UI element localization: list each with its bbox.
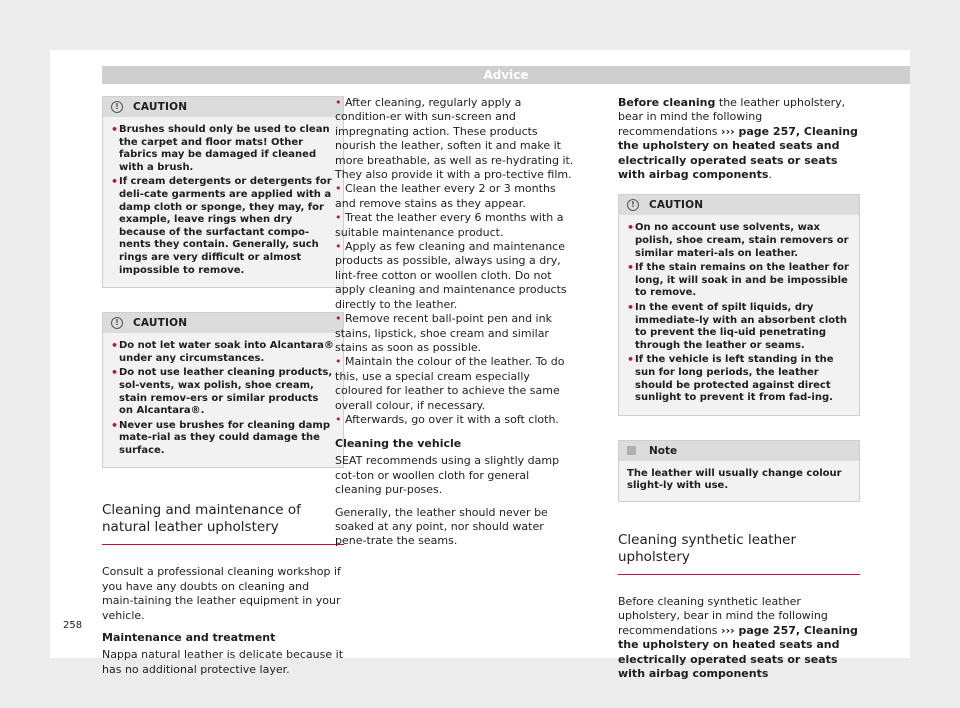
- list-item: • Maintain the colour of the leather. To do this, use a special cream especially coloured for leather to achieve the same overall colour, if necessary.: [335, 355, 565, 412]
- info-icon: !: [111, 317, 123, 329]
- column-3: [618, 96, 860, 681]
- page-header: Advice: [102, 66, 910, 84]
- caution-label: CAUTION: [133, 101, 188, 113]
- note-icon: [627, 446, 636, 455]
- column-1: [102, 96, 344, 677]
- paragraph: Generally, the leather should never be soaked at any point, nor should water pene-trate the seams.: [335, 505, 548, 548]
- list-item: • Afterwards, go over it with a soft cloth.: [335, 412, 559, 426]
- note-header: [619, 441, 859, 461]
- caution-item: • On no account use solvents, wax polish, shoe cream, stain removers or similar materi-als on leather.: [627, 222, 851, 260]
- page-reference-link[interactable]: ››› page 257, Cleaning the upholstery on heated seats and electrically operated seats or seats with airbag components: [618, 623, 858, 680]
- caution-item: • Never use brushes for cleaning damp mate-rial as they could damage the surface.: [111, 420, 335, 458]
- subheading: Cleaning the vehicle: [335, 437, 462, 451]
- info-icon: !: [111, 101, 123, 113]
- paragraph: Nappa natural leather is delicate because it has no additional protective layer.: [102, 648, 344, 676]
- caution-header: [103, 313, 343, 333]
- paragraph: Before cleaning synthetic leather upholstery, bear in mind the following recommendations ››› page 257, Cleaning the upholstery on heated seats and electrically operated seats or seats with airbag components: [618, 594, 858, 680]
- list-item: • Treat the leather every 6 months with a suitable maintenance product.: [335, 211, 564, 239]
- caution-item: • If cream detergents or detergents for deli-cate garments are applied with a damp cloth or sponge, they may, for example, leave rings when dry because of the surfactant compo-nents they contain. Generally, such rings are very difficult or almost impossible to remove.: [111, 176, 335, 277]
- paragraph: Consult a professional cleaning workshop if you have any doubts on cleaning and main-taining the leather equipment in your vehicle.: [102, 565, 341, 622]
- caution-item: • Do not let water soak into Alcantara® under any circumstances.: [111, 340, 335, 365]
- bullet-list: [335, 96, 577, 427]
- list-item: • After cleaning, regularly apply a condition-er with sun-screen and impregnating action. These products nourish the leather, soften it and make it more breathable, as well as re-hydrating it. They also provide it with a pro-tective film.: [335, 96, 574, 182]
- caution-item: • In the event of spilt liquids, dry immediate-ly with an absorbent cloth to prevent the liq-uid penetrating through the leather or seams.: [627, 302, 851, 352]
- caution-label: CAUTION: [133, 317, 188, 330]
- note-label: Note: [649, 444, 678, 457]
- intro-paragraph: Before cleaning the leather upholstery, bear in mind the following recommendations ››› page 257, Cleaning the upholstery on heated seats and electrically operated seats or seats with airbag components.: [618, 96, 858, 182]
- caution-item: • If the stain remains on the leather for long, it will soak in and be impossible to remove.: [627, 262, 851, 300]
- manual-page: [50, 50, 910, 680]
- list-item: • Clean the leather every 2 or 3 months and remove stains as they appear.: [335, 182, 556, 210]
- section-title: Cleaning and maintenance of natural leather upholstery: [102, 502, 344, 545]
- caution-item: • Do not use leather cleaning products, sol-vents, wax polish, shoe cream, stain remov-ers or similar products on Alcantara®.: [111, 367, 335, 417]
- list-item: • Remove recent ball-point pen and ink stains, lipstick, shoe cream and similar stains as soon as possible.: [335, 312, 552, 354]
- note-text: The leather will usually change colour slight-ly with use.: [627, 467, 842, 492]
- caution-header: [103, 97, 343, 117]
- column-2: [335, 96, 577, 549]
- caution-box: [102, 312, 344, 468]
- page-number: 258: [63, 620, 83, 631]
- info-icon: !: [627, 199, 639, 211]
- caution-header: [619, 195, 859, 215]
- caution-label: CAUTION: [649, 199, 704, 212]
- caution-box: [102, 96, 344, 288]
- section-title: Cleaning synthetic leather upholstery: [618, 532, 860, 575]
- subheading: Maintenance and treatment: [102, 631, 276, 645]
- paragraph: SEAT recommends using a slightly damp cot-ton or woollen cloth for general cleaning pur-poses.: [335, 454, 560, 497]
- caution-item: • If the vehicle is left standing in the sun for long periods, the leather should be protected against direct sunlight to prevent it from fad-ing.: [627, 354, 851, 404]
- list-item: • Apply as few cleaning and maintenance products as possible, always using a dry, lint-free cotton or woollen cloth. Do not apply cleaning and maintenance products directly to the leather.: [335, 240, 567, 311]
- note-box: [618, 440, 860, 502]
- caution-item: • Brushes should only be used to clean the carpet and floor mats! Other fabrics may be damaged if cleaned with a brush.: [111, 124, 335, 174]
- page-reference-link[interactable]: ››› page 257, Cleaning the upholstery on heated seats and electrically operated seats or seats with airbag components: [618, 124, 858, 182]
- caution-box: [618, 194, 860, 415]
